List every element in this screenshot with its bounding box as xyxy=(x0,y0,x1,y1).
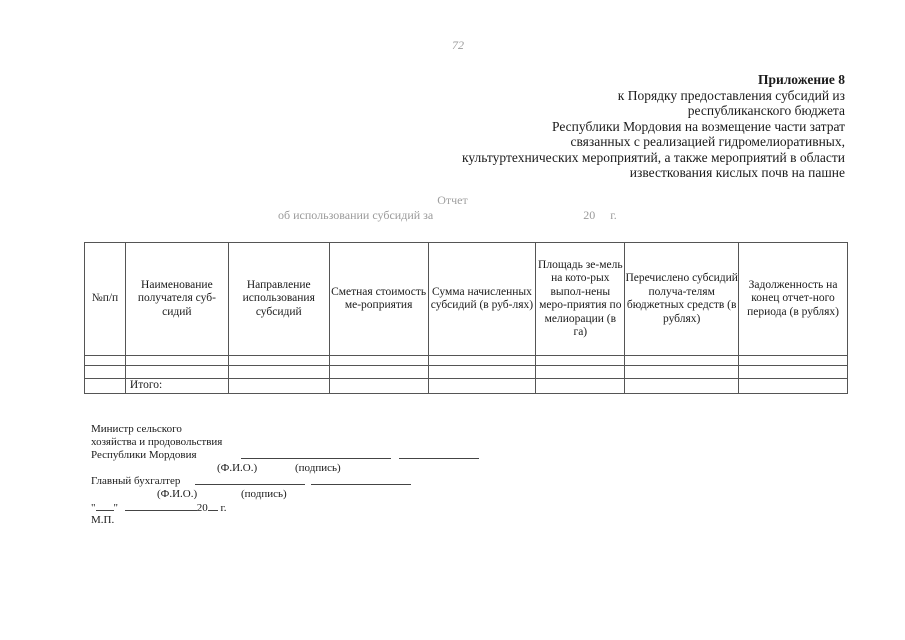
table-cell[interactable] xyxy=(739,366,848,379)
header-cell-land-area: Площадь зе-мель на кото-рых выпол-нены меро-приятия по мелиорации (в га) xyxy=(536,243,625,356)
appendix-line: культуртехнических мероприятий, а также мероприятий в области xyxy=(462,149,845,165)
table-cell[interactable] xyxy=(228,379,329,394)
header-cell-direction: Направление использования субсидий xyxy=(228,243,329,356)
date-suffix: г. xyxy=(220,502,227,514)
date-day-line[interactable] xyxy=(96,501,114,511)
minister-title-line: хозяйства и продовольствия xyxy=(91,436,223,448)
table-cell[interactable] xyxy=(125,356,228,366)
header-cell-estimated-cost: Сметная стоимость ме-роприятия xyxy=(329,243,428,356)
minister-fio-caption: (Ф.И.О.) xyxy=(217,462,258,474)
table-cell[interactable] xyxy=(625,379,739,394)
table-cell[interactable] xyxy=(428,356,536,366)
appendix-line: связанных с реализацией гидромелиоративных, xyxy=(570,134,845,149)
table-cell[interactable] xyxy=(85,356,126,366)
signature-block xyxy=(91,423,341,527)
table-cell[interactable] xyxy=(428,379,536,394)
header-cell-accrued-amount: Сумма начисленных субсидий (в руб-лях) xyxy=(428,243,536,356)
report-year: 20 г. xyxy=(583,208,617,222)
table-cell[interactable] xyxy=(228,366,329,379)
table-cell[interactable] xyxy=(228,356,329,366)
table-cell[interactable] xyxy=(625,356,739,366)
minister-fio-line[interactable] xyxy=(241,449,391,459)
table-cell[interactable] xyxy=(536,379,625,394)
accountant-label: Главный бухгалтер xyxy=(91,475,181,487)
minister-title-line: Республики Мордовия xyxy=(91,449,197,461)
table-cell[interactable] xyxy=(329,366,428,379)
header-cell-debt: Задолженность на конец отчет-ного периода (в рублях) xyxy=(739,243,848,356)
table-cell[interactable] xyxy=(329,379,428,394)
date-year-line[interactable] xyxy=(208,501,218,511)
appendix-line: к Порядку предоставления субсидий из xyxy=(617,87,845,103)
table-cell[interactable] xyxy=(739,356,848,366)
minister-title-line: Министр сельского xyxy=(91,423,182,435)
total-label: Итого: xyxy=(125,379,228,394)
accountant-fio-caption: (Ф.И.О.) xyxy=(157,488,198,500)
date-month-line[interactable] xyxy=(125,501,197,511)
accountant-signature-line[interactable] xyxy=(311,475,411,485)
minister-signature-line[interactable] xyxy=(399,449,479,459)
report-subtitle-text: об использовании субсидий за xyxy=(278,208,434,222)
report-title: Отчет xyxy=(437,193,468,207)
report-subtitle xyxy=(278,208,617,223)
minister-signature-row xyxy=(91,449,227,462)
accountant-signature-row xyxy=(91,475,227,488)
header-cell-recipient: Наименование получателя суб-сидий xyxy=(125,243,228,356)
table-cell[interactable] xyxy=(85,366,126,379)
table-cell[interactable] xyxy=(536,366,625,379)
accountant-caption-row xyxy=(91,488,287,501)
table-cell[interactable] xyxy=(625,366,739,379)
header-cell-number: №п/п xyxy=(85,243,126,356)
table-cell[interactable] xyxy=(125,366,228,379)
date-year: 20 xyxy=(196,502,208,514)
table-cell[interactable] xyxy=(428,366,536,379)
appendix-line: известкования кислых почв на пашне xyxy=(629,165,845,180)
page-number: 72 xyxy=(452,38,464,52)
table-cell[interactable] xyxy=(739,379,848,394)
table-total-row xyxy=(85,379,848,394)
table-header-row xyxy=(85,243,848,356)
stamp-label: М.П. xyxy=(91,514,115,526)
accountant-fio-line[interactable] xyxy=(195,475,305,485)
table-row xyxy=(85,366,848,379)
table-cell[interactable] xyxy=(85,379,126,394)
header-cell-transferred: Перечислено субсидий получа-телям бюджетных средств (в рублях) xyxy=(625,243,739,356)
date-row xyxy=(91,501,227,514)
appendix-block xyxy=(365,72,845,181)
report-table xyxy=(84,242,848,394)
table-row xyxy=(85,356,848,366)
appendix-line: Республики Мордовия на возмещение части затрат xyxy=(552,118,845,134)
appendix-title: Приложение 8 xyxy=(757,72,845,87)
date-quote-close: " xyxy=(113,502,118,514)
table-cell[interactable] xyxy=(329,356,428,366)
date-quote-open: " xyxy=(91,502,96,514)
minister-caption-row xyxy=(91,462,341,475)
table-cell[interactable] xyxy=(536,356,625,366)
minister-signature-caption: (подпись) xyxy=(295,462,341,474)
accountant-signature-caption: (подпись) xyxy=(241,488,287,500)
appendix-line: республиканского бюджета xyxy=(687,103,845,118)
